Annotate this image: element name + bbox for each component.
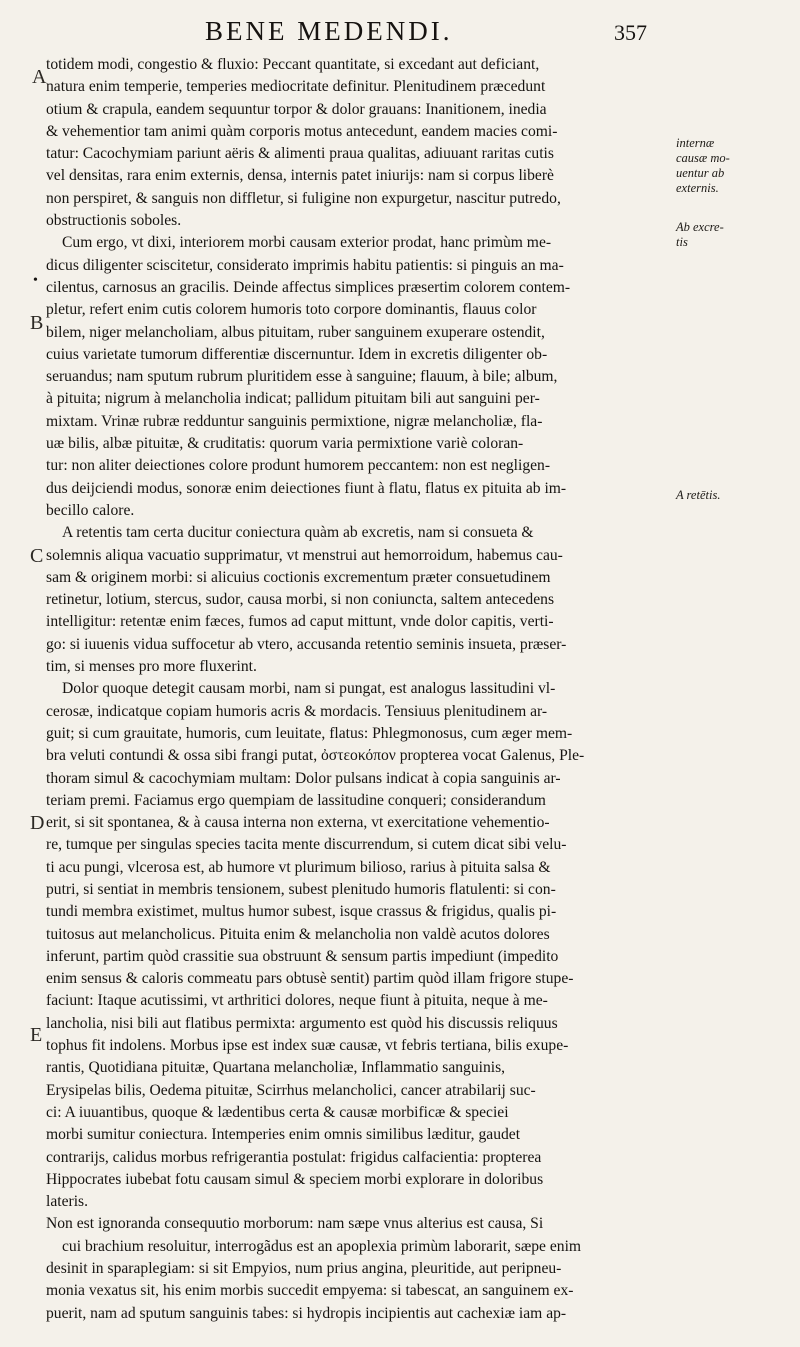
text-line: ti acu pungi, vlcerosa est, ab humore vt plurimum bilioso, rarius à pituita salsa & bbox=[46, 858, 551, 876]
text-line: cilentus, carnosus an gracilis. Deinde affectus simplices præsertim colorem contem- bbox=[46, 278, 571, 296]
text-line: teriam premi. Faciamus ergo quempiam de lassitudine conqueri; considerandum bbox=[46, 791, 546, 809]
text-line: re, tumque per singulas species tacita mente discurrendum, si cutem dicat sibi velu- bbox=[46, 836, 567, 854]
text-line: lancholia, nisi bili aut flatibus permixta: argumento est quòd his discussis reliquus bbox=[46, 1014, 558, 1032]
text-line: rantis, Quotidiana pituitæ, Quartana melancholiæ, Inflammatio sanguinis, bbox=[46, 1059, 506, 1077]
text-line: tundi membra existimet, multus humor subest, isque crassus & frigidus, qualis pi- bbox=[46, 903, 557, 921]
section-letter-d: D bbox=[30, 812, 45, 834]
text-line: putri, si sentiat in membris tensionem, subest plenitudo humoris flatulenti: si con- bbox=[46, 880, 556, 898]
text-line: lateris. bbox=[46, 1193, 88, 1211]
margin-note-ab-excretis bbox=[676, 220, 798, 250]
running-header bbox=[0, 14, 800, 50]
text-line: Dolor quoque detegit causam morbi, nam si pungat, est analogus lassitudini vl- bbox=[62, 680, 556, 698]
text-line: pletur, refert enim cutis colorem humoris toto corpore dominantis, flauus color bbox=[46, 301, 537, 319]
text-line: & vehementior tam animi quàm corporis motus antecedunt, eandem macies comi- bbox=[46, 122, 558, 140]
margin-note-line: uentur ab bbox=[676, 166, 725, 180]
text-line: puerit, nam ad sputum sanguinis tabes: si hydropis incipientis aut cachexiæ iam ap- bbox=[46, 1304, 567, 1322]
text-line: becillo calore. bbox=[46, 501, 135, 519]
margin-dot: • bbox=[33, 273, 38, 288]
text-line: go: si iuuenis vidua suffocetur ab vtero, accusanda retentio seminis insueta, præser- bbox=[46, 635, 567, 653]
text-line: tophus fit indolens. Morbus ipse est index suæ causæ, vt febris tertiana, bilis exupe- bbox=[46, 1037, 569, 1055]
text-line: tur: non aliter deiectiones colore produnt humorem peccantem: non est negligen- bbox=[46, 457, 551, 475]
body-text bbox=[46, 54, 674, 1347]
margin-note-line: internæ bbox=[676, 136, 715, 150]
margin-note-internae bbox=[676, 136, 798, 196]
text-line: bra veluti contundi & ossa sibi frangi putat, ὀστεοκόπον propterea vocat Galenus, Ple- bbox=[46, 747, 585, 765]
page-number: 357 bbox=[614, 20, 647, 45]
text-line: tuitosus aut melancholicus. Pituita enim & melancholia non valdè acutos dolores bbox=[46, 925, 550, 943]
text-line: erit, si sit spontanea, & à causa interna non externa, vt exercitatione vehementio- bbox=[46, 814, 550, 832]
section-letter-c: C bbox=[30, 545, 44, 567]
text-line: A retentis tam certa ducitur coniectura quàm ab excretis, nam si consueta & bbox=[62, 524, 534, 542]
section-letter-b: B bbox=[30, 312, 44, 334]
text-line: uæ bilis, albæ pituitæ, & cruditatis: quorum varia permixtione variè coloran- bbox=[46, 435, 524, 453]
text-line: Hippocrates iubebat fotu causam simul & speciem morbi explorare in doloribus bbox=[46, 1170, 544, 1188]
text-line: enim sensus & caloris commeatu pars obtusè sentit) partim quòd illam frigore stupe- bbox=[46, 970, 574, 988]
text-line: natura enim temperie, temperies mediocritate definitur. Plenitudinem præcedunt bbox=[46, 78, 546, 96]
text-line bbox=[46, 1325, 674, 1347]
text-line: Non est ignoranda consequutio morborum: nam sæpe vnus alterius est causa, Si bbox=[46, 1215, 544, 1233]
text-line: desinit in sparaplegiam: si sit Empyios, num prius angina, pleuritide, aut peripneu- bbox=[46, 1260, 562, 1278]
text-line: thoram simul & cacochymiam multam: Dolor pulsans indicat à copia sanguinis ar- bbox=[46, 769, 561, 787]
text-line: retinetur, lotium, stercus, sudor, causa morbi, si non coniuncta, saltem antecedens bbox=[46, 591, 555, 609]
section-letter-e: E bbox=[30, 1024, 43, 1046]
text-line: contrarijs, calidus morbus refrigerantia postulat: frigidus calfacientia: propterea bbox=[46, 1148, 542, 1166]
margin-note-line: causæ mo- bbox=[676, 151, 730, 165]
text-line: dus deijciendi modus, sonoræ enim deiectiones fiunt à flatu, flatus ex pituita ab im- bbox=[46, 479, 567, 497]
text-line: solemnis aliqua vacuatio supprimatur, vt menstrui aut hemorroidum, habemus cau- bbox=[46, 546, 563, 564]
text-line: cui brachium resoluitur, interrogãdus est an apoplexia primùm laborarit, sæpe enim bbox=[62, 1237, 582, 1255]
text-line: obstructionis soboles. bbox=[46, 212, 182, 230]
text-line: cerosæ, indicatque copiam humoris acris & mordacis. Tensiuus plenitudinem ar- bbox=[46, 702, 548, 720]
text-line: faciunt: Itaque acutissimi, vt arthritici dolores, neque fiunt à pituita, neque à me- bbox=[46, 992, 548, 1010]
margin-note-a-retentis bbox=[676, 488, 798, 503]
text-line: dicus diligenter sciscitetur, considerato imprimis habitu patientis: si pinguis an ma- bbox=[46, 256, 564, 274]
margin-note-line: A retētis. bbox=[676, 488, 721, 502]
text-line: intelligitur: retentæ enim fæces, fumos ad caput mittunt, vnde dolor capitis, verti- bbox=[46, 613, 554, 631]
text-line: Erysipelas bilis, Oedema pituitæ, Scirrhus melancholici, cancer atrabilarij suc- bbox=[46, 1081, 536, 1099]
running-title: BENE MEDENDI. bbox=[205, 16, 453, 46]
text-line: sam & originem morbi: si alicuius coctionis excrementum præter consuetudinem bbox=[46, 568, 551, 586]
text-line: vel densitas, rara enim externis, densa, internis patet iniurijs: nam si corpus liberè bbox=[46, 167, 554, 185]
text-line: inferunt, partim quòd crassitie sua obstruunt & sensum partis impediunt (impedito bbox=[46, 947, 559, 965]
text-line: morbi sumitur coniectura. Intemperies enim omnis similibus læditur, gaudet bbox=[46, 1126, 521, 1144]
text-line: monia vexatus sit, his enim morbis succedit empyema: si tabescat, an sanguinem ex- bbox=[46, 1282, 574, 1300]
text-line: tim, si menses pro more fluxerint. bbox=[46, 658, 257, 676]
text-line: Cum ergo, vt dixi, interiorem morbi causam exterior prodat, hanc primùm me- bbox=[62, 234, 552, 252]
text-line: totidem modi, congestio & fluxio: Peccant quantitate, si excedant aut deficiant, bbox=[46, 56, 540, 73]
text-line: seruandus; nam sputum rubrum pluritidem esse à sanguine; flauum, à bile; album, bbox=[46, 368, 558, 386]
margin-note-line: tis bbox=[676, 235, 688, 249]
text-line: otium & crapula, eandem sequuntur torpor & dolor grauans: Inanitionem, inedia bbox=[46, 100, 547, 118]
margin-note-line: Ab excre- bbox=[676, 220, 724, 234]
text-line: guit; si cum grauitate, humoris, cum leuitate, flatus: Phlegmonosus, cum æger mem- bbox=[46, 724, 573, 742]
text-line: à pituita; nigrum à melancholia indicat; pallidum pituitam bili aut sanguini per- bbox=[46, 390, 540, 408]
margin-note-line: externis. bbox=[676, 181, 719, 195]
text-line: non perspiret, & sanguis non diffletur, si fuligine non expurgetur, nascitur putredo, bbox=[46, 189, 561, 207]
section-letter-a: A bbox=[32, 66, 47, 88]
text-line: cuius varietate tumorum differentiæ discernuntur. Idem in excretis diligenter ob- bbox=[46, 345, 548, 363]
text-line: ci: A iuuantibus, quoque & lædentibus certa & causæ morbificæ & speciei bbox=[46, 1103, 509, 1121]
text-line: bilem, niger melancholiam, albus pituitam, ruber sanguinem exuperare ostendit, bbox=[46, 323, 545, 341]
text-line: mixtam. Vrinæ rubræ redduntur sanguinis permixtione, nigræ melancholiæ, fla- bbox=[46, 412, 543, 430]
text-line: tatur: Cacochymiam pariunt aëris & alimenti praua qualitas, adiuuant raritas cutis bbox=[46, 145, 554, 163]
